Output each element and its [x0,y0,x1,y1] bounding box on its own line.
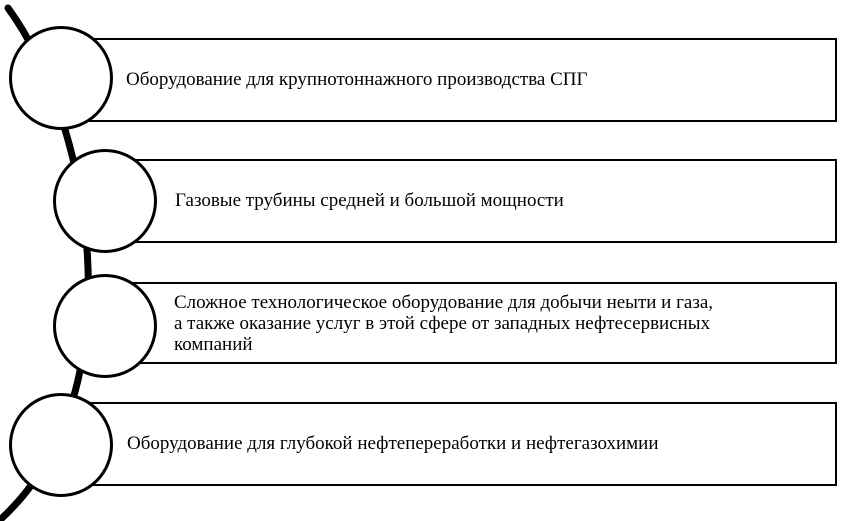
list-item-4-box [86,402,837,486]
list-item-2-label: Газовые трубины средней и большой мощности [175,190,564,211]
list-item-2-box [123,159,837,243]
list-item-2-marker [53,149,157,253]
list-item-1-box [86,38,837,122]
list-item-3-marker [53,274,157,378]
list-item-1-label: Оборудование для крупнотоннажного производства СПГ [126,69,588,90]
list-item-1-marker [9,26,113,130]
list-item-4-label: Оборудование для глубокой нефтепереработки и нефтегазохимии [127,433,659,454]
list-item-3-box [124,282,837,364]
list-item-3-label: Сложное технологическое оборудование для добычи неыти и газа, а также оказание услуг в этой сфере от западных нефтесервисных компаний [174,291,714,355]
list-item-4-marker [9,393,113,497]
